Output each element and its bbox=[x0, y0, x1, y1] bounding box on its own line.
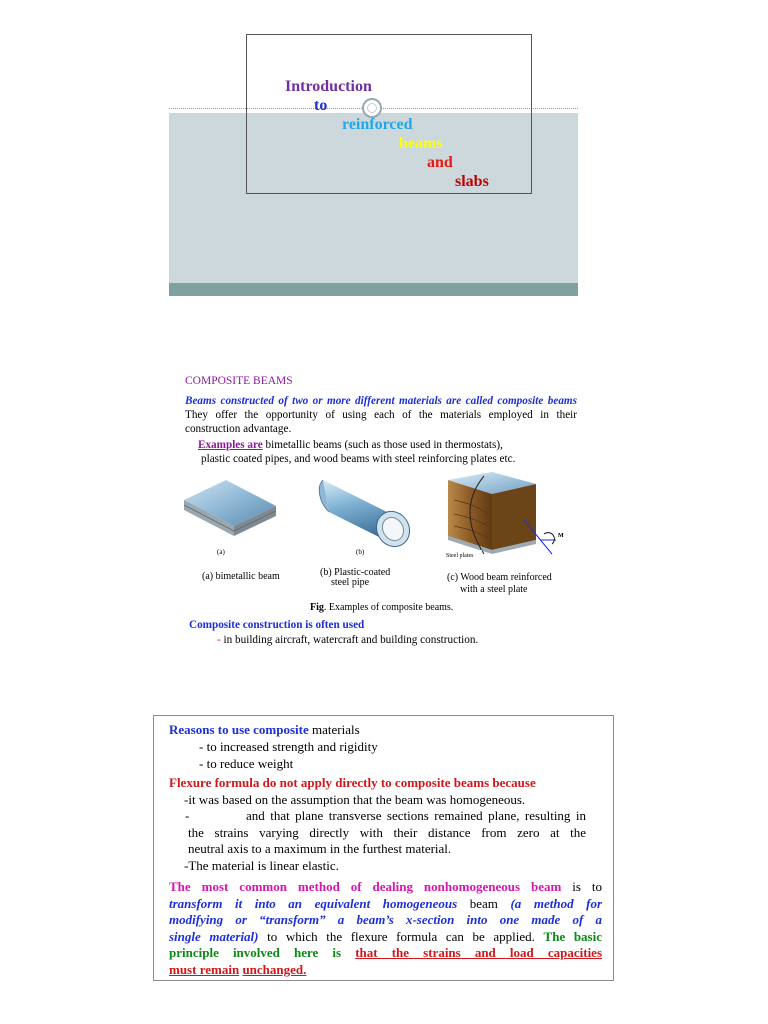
examples-line-2: plastic coated pipes, and wood beams with steel reinforcing plates etc. bbox=[201, 453, 516, 465]
slide1-footer-bar bbox=[169, 283, 578, 296]
method-segment: must remain bbox=[169, 961, 240, 977]
bimetallic-beam-illustration bbox=[180, 476, 280, 546]
flexure-item-1: -it was based on the assumption that the beam was homogeneous. bbox=[184, 792, 526, 807]
figure-caption bbox=[310, 601, 453, 615]
method-segment: is to bbox=[561, 879, 602, 894]
construction-heading: Composite construction is often used bbox=[189, 619, 365, 631]
flexure-item-2 bbox=[188, 808, 586, 858]
method-segment: modifying or “transform” a beam’s x-section into one made of a bbox=[169, 912, 602, 928]
method-segment: The most common method of dealing nonhomogeneous beam bbox=[169, 879, 562, 894]
figure-c-caption-2: with a steel plate bbox=[460, 584, 528, 595]
figure-caption-label: Fig bbox=[310, 602, 324, 613]
flexure-heading: Flexure formula do not apply directly to composite beams because bbox=[169, 775, 536, 790]
title-word-introduction: Introduction bbox=[285, 78, 372, 95]
method-line bbox=[169, 912, 602, 929]
intro-definition: Beams constructed of two or more different materials are called composite beams bbox=[185, 395, 577, 407]
figure-c-caption-1: (c) Wood beam reinforced bbox=[447, 572, 552, 583]
reasons-item-1: - to increased strength and rigidity bbox=[199, 739, 378, 754]
figure-b-letter: (b) bbox=[356, 548, 365, 556]
flexure-item-2-line-2: the strains varying directly with their distance from zero at the bbox=[188, 824, 586, 840]
method-paragraph bbox=[169, 879, 602, 979]
flexure-item-2-line-1: and that plane transverse sections remained plane, resulting in bbox=[246, 808, 586, 823]
composite-beams-heading: COMPOSITE BEAMS bbox=[185, 375, 293, 387]
method-segment: The basic bbox=[543, 928, 602, 944]
figure-caption-text: . Examples of composite beams. bbox=[323, 602, 454, 613]
figure-a-caption: (a) bimetallic beam bbox=[202, 571, 280, 582]
plastic-coated-pipe-illustration bbox=[305, 474, 415, 548]
title-word-beams: beams bbox=[399, 135, 443, 152]
title-word-reinforced: reinforced bbox=[342, 116, 413, 133]
method-line bbox=[169, 879, 602, 896]
construction-dash: - bbox=[217, 634, 221, 646]
examples-text-1: bimetallic beams (such as those used in thermostats), bbox=[265, 439, 503, 451]
construction-line bbox=[217, 633, 478, 647]
method-segment: single material) bbox=[169, 928, 259, 944]
reasons-rest: materials bbox=[308, 722, 360, 737]
title-word-to: to bbox=[314, 97, 328, 114]
method-line bbox=[169, 929, 602, 946]
figure-a-letter: (a) bbox=[217, 548, 225, 556]
flexure-item-3: -The material is linear elastic. bbox=[184, 858, 339, 873]
examples-line-1 bbox=[198, 438, 503, 452]
slide1-title-frame bbox=[246, 34, 532, 194]
figure-b-caption-2: steel pipe bbox=[331, 577, 370, 588]
figure-c-label: Steel plates bbox=[446, 553, 474, 559]
title-word-and: and bbox=[427, 154, 453, 171]
figure-c-moment: M bbox=[558, 533, 564, 539]
title-word-slabs: slabs bbox=[455, 173, 489, 190]
reasons-bold: Reasons to use composite bbox=[169, 722, 309, 737]
flexure-item-2-dash: - bbox=[185, 808, 190, 823]
method-segment: that the strains and load capacities bbox=[355, 945, 603, 961]
method-segment: to which the flexure formula can be applied. bbox=[258, 928, 544, 944]
method-line bbox=[169, 945, 602, 962]
reasons-heading bbox=[169, 722, 360, 738]
method-segment: unchanged. bbox=[242, 961, 307, 977]
method-segment: (a method for bbox=[510, 895, 603, 911]
composite-beams-intro bbox=[185, 394, 577, 437]
figure-b-caption-1: (b) Plastic-coated bbox=[320, 567, 391, 578]
method-segment: principle involved here is bbox=[169, 945, 356, 961]
method-line bbox=[169, 962, 602, 979]
reasons-item-2: - to reduce weight bbox=[199, 756, 294, 771]
intro-rest: They offer the opportunity of using each of the materials employed in their construction advantage. bbox=[185, 409, 577, 436]
examples-label: Examples are bbox=[198, 439, 263, 451]
method-segment: transform it into an equivalent homogeneous bbox=[169, 895, 458, 911]
method-segment: beam bbox=[457, 895, 511, 911]
flexure-item-2-line-3: neutral axis to a maximum in the furthest material. bbox=[188, 841, 452, 857]
method-line bbox=[169, 896, 602, 913]
construction-text: in building aircraft, watercraft and building construction. bbox=[223, 634, 479, 646]
